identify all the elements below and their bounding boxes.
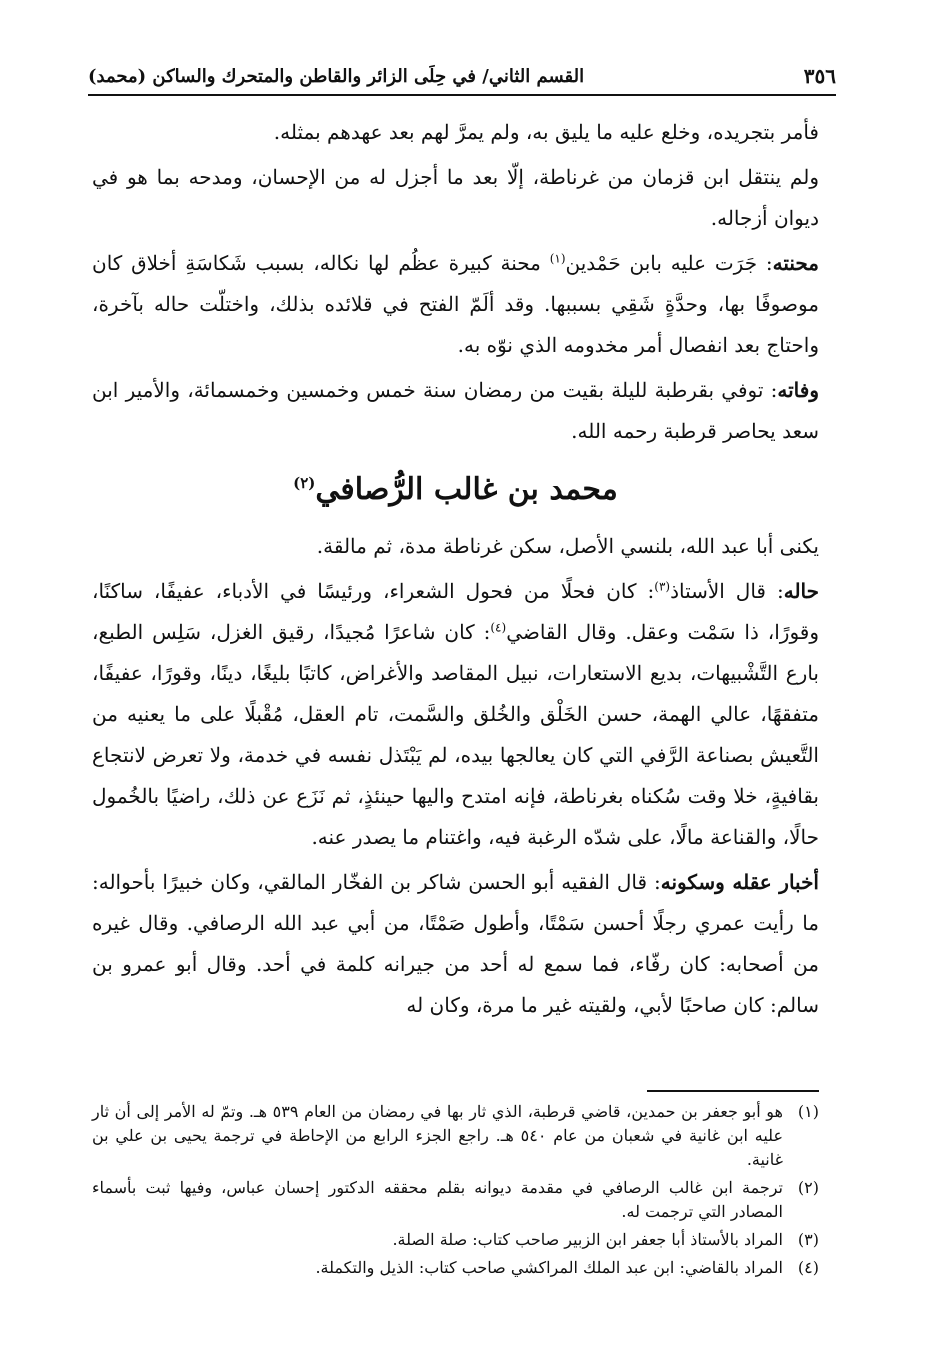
section-akhbar (92, 862, 819, 1026)
paragraph-2: ولم ينتقل ابن قزمان من غرناطة، إلّا بعد ما أجزل له من الإحسان، ومدحه بما هو في ديوان أزجاله. (92, 165, 819, 230)
wafat-text: : توفي بقرطبة لليلة بقيت من رمضان سنة خمس وخمسين وخمسمائة، والأمير ابن سعد يحاصر قرطبة رحمه الله. (92, 378, 819, 443)
hal-text-a: : قال الأستاذ (670, 579, 784, 603)
akhbar-text: : قال الفقيه أبو الحسن شاكر بن الفخّار المالقي، وكان خبيرًا بأحواله: ما رأيت عمري رجلًا أحسن سَمْتًا، وأطول صَمْتًا، من أبي عبد الله الرصافي. وقال غيره من أصحابه: كان رفّاء، فما سمع له أحد من جيرانه كلمة في أحد. وقال أبو عمرو بن سالم: كان صاحبًا لأبي، ولقيته غير ما مرة، وكان له (92, 870, 819, 1017)
entry-title (92, 466, 819, 514)
hal-text-b: : كان فحلًا من فحول الشعراء، ورئيسًا في الأدباء، عفيفًا، ساكنًا، وقورًا، ذا سَمْت وعقل. وقال القاضي (92, 579, 819, 644)
section-mihna (92, 243, 819, 366)
section-label-wafat: وفاته (777, 378, 819, 402)
section-wafat (92, 370, 819, 452)
section-hal (92, 571, 819, 858)
footnote-item (92, 1176, 819, 1224)
footnote-number: (١) (797, 1102, 819, 1121)
footnote-ref-2[interactable]: (٢) (293, 474, 316, 492)
section-label-akhbar: أخبار عقله وسكونه (660, 870, 819, 894)
footnote-ref-3[interactable]: (٣) (654, 579, 671, 594)
footnote-text: المراد بالأستاذ أبا جعفر ابن الزبير صاحب كتاب: صلة الصلة. (392, 1230, 783, 1249)
footnote-text: المراد بالقاضي: ابن عبد الملك المراكشي صاحب كتاب: الذيل والتكملة. (315, 1258, 783, 1277)
footnote-number: (٤) (797, 1258, 819, 1277)
main-text (92, 112, 819, 1030)
paragraph-1: فأمر بتجريده، وخلع عليه ما يليق به، ولم يمرَّ لهم بعد عهدهم بمثله. (273, 120, 819, 144)
entry-title-text: محمد بن غالب الرُّصافي (315, 472, 618, 507)
footnote-item (92, 1256, 819, 1280)
footnote-ref-4[interactable]: (٤) (490, 620, 507, 635)
footnote-ref-1[interactable]: (١) (549, 251, 566, 266)
footnote-text: ترجمة ابن غالب الرصافي في مقدمة ديوانه بقلم محققه الدكتور إحسان عباس، وفيها ثبت بأسماء المصادر التي ترجمت له. (92, 1178, 783, 1221)
footnote-divider (647, 1090, 819, 1092)
footnote-text: هو أبو جعفر بن حمدين، قاضي قرطبة، الذي ثار بها في رمضان من العام ٥٣٩ هـ. وتمّ له الأمر إلى أن ثار عليه ابن غانية في شعبان من عام ٥٤٠ هـ. راجع الجزء الرابع من الإحاطة في ترجمة يحيى بن علي بن غانية. (92, 1102, 784, 1169)
mihna-text-a: : جَرَت عليه بابن حَمْدين (565, 251, 773, 275)
section-label-hal: حاله (783, 579, 819, 603)
footnote-item (92, 1100, 819, 1172)
page-number: ٣٥٦ (803, 64, 836, 88)
footnote-number: (٢) (797, 1178, 819, 1197)
footnotes (92, 1100, 819, 1284)
mihna-text-b: محنة كبيرة عظُم لها نكاله، بسبب شَكاسَةِ أخلاق كان موصوفًا بها، وحدَّةٍ شَقِي بسببها. وقد ألَمّ الفتح في قلائده بذلك، واختلّت حاله بآخرة، واحتاج بعد انفصال أمر مخدومه الذي نوّه به. (92, 251, 819, 357)
section-label-mihna: محنته (772, 251, 820, 275)
footnote-number: (٣) (797, 1230, 819, 1249)
footnote-item (92, 1228, 819, 1252)
hal-text-c: : كان شاعرًا مُجيدًا، رقيق الغزل، سَلِس الطبع، بارع التَّشْبيهات، بديع الاستعارات، نبيل المقاصد والأغراض، كاتبًا بليغًا، دينًا، وقورًا، عفيفًا، متفقهًا، عالي الهمة، حسن الخَلْق والخُلق والسَّمت، تام العقل، مُقْبلًا على ما يعنيه من التَّعيش بصناعة الرَّفي التي كان يعالجها بيده، لم يَبْتَذل نفسه في خدمة، ولا تعرض لانتجاع بقافيةٍ، خلا وقت سُكناه بغرناطة، فإنه امتدح واليها حينئذٍ، ثم نَزَع عن ذلك، راضيًا بالخُمول حالًا، والقناعة مالًا، على شدّه الرغبة فيه، واغتنام ما يصدر عنه. (92, 620, 819, 849)
running-title: القسم الثاني/ في حِلَى الزائر والقاطن والمتحرك والساكن (محمد) (88, 65, 585, 87)
kunya-line: يكنى أبا عبد الله، بلنسي الأصل، سكن غرناطة مدة، ثم مالقة. (316, 534, 819, 558)
page-header (88, 58, 836, 96)
